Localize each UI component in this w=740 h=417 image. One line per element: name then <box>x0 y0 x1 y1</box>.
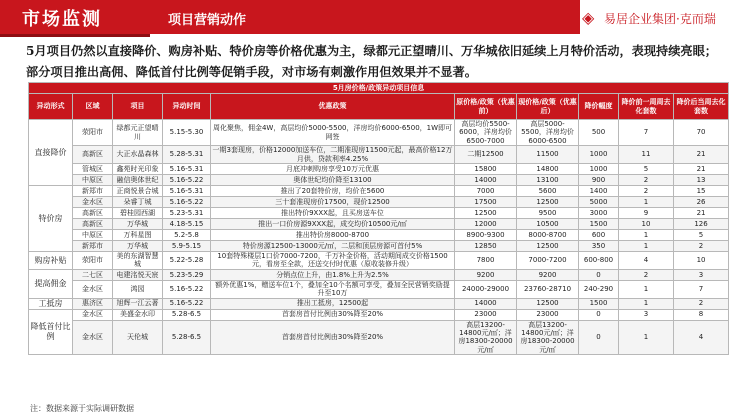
table-cell: 15 <box>674 185 729 196</box>
column-header: 区域 <box>73 94 113 120</box>
table-cell: 0 <box>579 320 619 355</box>
table-cell: 7 <box>619 120 674 146</box>
table-cell: 21 <box>674 207 729 218</box>
table-cell: 高层13200-14800元/㎡；洋房18300-20000元/㎡ <box>517 320 579 355</box>
table-cell: 600-800 <box>579 251 619 269</box>
table-cell: 2 <box>619 185 674 196</box>
category-cell: 购房补贴 <box>29 251 73 269</box>
table-cell: 正商悦景合城 <box>113 185 163 196</box>
table-cell: 5 <box>674 229 729 240</box>
table-cell: 2 <box>619 174 674 185</box>
table-cell: 10500 <box>517 218 579 229</box>
table-cell: 12000 <box>455 218 517 229</box>
table-cell: 5.23-5.31 <box>163 207 211 218</box>
table-cell: 二期12500 <box>455 146 517 164</box>
table-cell: 7000 <box>455 185 517 196</box>
table-cell: 高新区 <box>73 146 113 164</box>
table-cell: 11500 <box>517 146 579 164</box>
table-cell: 600 <box>579 229 619 240</box>
table-cell: 9200 <box>517 269 579 280</box>
table-cell: 21 <box>674 163 729 174</box>
table-cell: 三十套准现房价17500，现价12500 <box>211 196 455 207</box>
table-cell: 12850 <box>455 240 517 251</box>
table-cell: 10套特殊楼层1口价7000-7200，千万补金价格，活动期间成交价格1500元，看房至全款，还送交付时优惠（原收装修升级） <box>211 251 455 269</box>
table-cell: 1000 <box>579 146 619 164</box>
table-cell: 1 <box>619 280 674 298</box>
table-cell: 金水区 <box>73 320 113 355</box>
category-cell: 特价房 <box>29 185 73 251</box>
table-cell: 70 <box>674 120 729 146</box>
table-row <box>29 320 729 355</box>
table-cell: 0 <box>579 309 619 320</box>
table-row <box>29 280 729 298</box>
table-cell: 5.28-6.5 <box>163 309 211 320</box>
table-row <box>29 163 729 174</box>
table-cell: 大正水晶森林 <box>113 146 163 164</box>
table-body <box>29 120 729 355</box>
table-cell: 旭辉一江云著 <box>113 298 163 309</box>
table-cell: 1500 <box>579 298 619 309</box>
table-cell: 24000-29000 <box>455 280 517 298</box>
footnote: 注：数据来源于实际调研数据 <box>30 404 134 413</box>
table-row <box>29 309 729 320</box>
page-title: 市场监测 <box>22 9 102 30</box>
table-cell: 9 <box>619 207 674 218</box>
table-cell: 高层5000-5500，洋房均价6000-6500 <box>517 120 579 146</box>
table-cell: 17500 <box>455 196 517 207</box>
table-cell: 7 <box>674 280 729 298</box>
table-cell: 3 <box>674 269 729 280</box>
column-header: 项目 <box>113 94 163 120</box>
table-cell: 12500 <box>455 207 517 218</box>
table-cell: 5.15-5.30 <box>163 120 211 146</box>
table-cell: 1 <box>619 298 674 309</box>
table-cell: 7800 <box>455 251 517 269</box>
table-cell: 金水区 <box>73 280 113 298</box>
table-cell: 特价房源12500-13000元/㎡，二层和顶层房源可首付5% <box>211 240 455 251</box>
table-cell: 鑫苑时光印象 <box>113 163 163 174</box>
table-cell: 350 <box>579 240 619 251</box>
table-cell: 7000-7200 <box>517 251 579 269</box>
table-cell: 10 <box>619 218 674 229</box>
table-cell: 新郑市 <box>73 240 113 251</box>
table-row <box>29 251 729 269</box>
table-cell: 碧桂园西湖 <box>113 207 163 218</box>
category-cell: 工抵房 <box>29 298 73 309</box>
table-cell: 240-290 <box>579 280 619 298</box>
table-cell: 绿都元正望晴川 <box>113 120 163 146</box>
header-bar <box>0 0 740 34</box>
table-cell: 2 <box>674 240 729 251</box>
table-cell: 5.16-5.31 <box>163 163 211 174</box>
table-row <box>29 218 729 229</box>
table-cell: 5.2-5.8 <box>163 229 211 240</box>
table-cell: 5000 <box>579 196 619 207</box>
table-cell: 天伦城 <box>113 320 163 355</box>
table-cell: 4.18-5.15 <box>163 218 211 229</box>
table-cell: 1500 <box>579 218 619 229</box>
table-cell: 12500 <box>517 196 579 207</box>
table-cell: 11 <box>619 146 674 164</box>
table-cell: 中原区 <box>73 174 113 185</box>
table-cell: 1 <box>619 229 674 240</box>
table-cell: 月底冲刺购房享受10万元优惠 <box>211 163 455 174</box>
table-cell: 高层13200-14800元/㎡；洋房18300-20000元/㎡ <box>455 320 517 355</box>
table-cell: 23000 <box>517 309 579 320</box>
table-cell: 9200 <box>455 269 517 280</box>
table-cell: 金水区 <box>73 309 113 320</box>
table-cell: 周化聚焦，佣金4W，高层均价5000-5500，洋房均价6000-6500，1W即可网签 <box>211 120 455 146</box>
column-header: 异动形式 <box>29 94 73 120</box>
table-row <box>29 185 729 196</box>
table-cell: 中原区 <box>73 229 113 240</box>
table-cell: 鸿园 <box>113 280 163 298</box>
table-cell: 9500 <box>517 207 579 218</box>
table-cell: 1 <box>619 320 674 355</box>
company-logo <box>582 8 732 28</box>
category-cell: 提高佣金 <box>29 269 73 298</box>
table-row <box>29 240 729 251</box>
subtitle-bar <box>150 0 580 34</box>
table-cell: 900 <box>579 174 619 185</box>
title-shadow <box>0 34 150 37</box>
table-cell: 23000 <box>455 309 517 320</box>
table-cell: 5.22-5.28 <box>163 251 211 269</box>
table-cell: 融信奥体世纪 <box>113 174 163 185</box>
table-cell: 二七区 <box>73 269 113 280</box>
table-cell: 5.28-5.31 <box>163 146 211 164</box>
table-cell: 高层均价5500-6000，洋房均价6500-7000 <box>455 120 517 146</box>
table-cell: 高新区 <box>73 207 113 218</box>
table-cell: 126 <box>674 218 729 229</box>
table-cell: 美盛金水印 <box>113 309 163 320</box>
table-cell: 首套房首付比例由30%降至20% <box>211 320 455 355</box>
table-cell: 8000-8700 <box>517 229 579 240</box>
table-cell: 万华城 <box>113 218 163 229</box>
table-cell: 23760-28710 <box>517 280 579 298</box>
table-cell: 分销点位上升，由1.8%上升为2.5% <box>211 269 455 280</box>
table-cell: 推出了20套特价房，均价在5600 <box>211 185 455 196</box>
page-subtitle: 项目营销动作 <box>168 13 247 28</box>
table-cell: 13 <box>674 174 729 185</box>
table-cell: 0 <box>579 269 619 280</box>
table-cell: 14800 <box>517 163 579 174</box>
table-cell: 荥阳市 <box>73 251 113 269</box>
table-cell: 荥阳市 <box>73 120 113 146</box>
category-cell: 降低首付比例 <box>29 309 73 355</box>
logo-text: 易居企业集团·克而瑞 <box>604 12 716 26</box>
table-cell: 5.23-5.29 <box>163 269 211 280</box>
table-row <box>29 207 729 218</box>
table-cell: 4 <box>619 251 674 269</box>
table-cell: 奥体世纪均价降至13100 <box>211 174 455 185</box>
table-caption: 5月房价格/政策异动项目信息 <box>29 83 729 94</box>
table-cell: 高新区 <box>73 218 113 229</box>
column-header: 降价后当周去化套数 <box>674 94 729 120</box>
column-header: 现价格/政策（优惠后） <box>517 94 579 120</box>
table-cell: 3 <box>619 309 674 320</box>
table-row <box>29 120 729 146</box>
table-cell: 新郑市 <box>73 185 113 196</box>
page-title-box <box>0 0 150 34</box>
table-cell: 13100 <box>517 174 579 185</box>
price-policy-table <box>28 82 729 355</box>
table-cell: 3000 <box>579 207 619 218</box>
table-cell: 推出工抵房，12500起 <box>211 298 455 309</box>
table-cell: 4 <box>674 320 729 355</box>
table-cell: 5.16-5.22 <box>163 174 211 185</box>
table-cell: 5600 <box>517 185 579 196</box>
column-header: 异动时间 <box>163 94 211 120</box>
table-cell: 1 <box>619 196 674 207</box>
column-header: 原价格/政策（优惠前） <box>455 94 517 120</box>
table-cell: 5.9-5.15 <box>163 240 211 251</box>
table-cell: 12500 <box>517 240 579 251</box>
table-cell: 惠济区 <box>73 298 113 309</box>
table-cell: 一期3套现房，价格12000加送车位，二期准现房11500元起，最高价格12万月供，贷款利率4.25% <box>211 146 455 164</box>
table-cell: 1400 <box>579 185 619 196</box>
category-cell: 直接降价 <box>29 120 73 186</box>
table-cell: 电建洺悦天宸 <box>113 269 163 280</box>
table-row <box>29 196 729 207</box>
table-cell: 15800 <box>455 163 517 174</box>
table-cell: 8 <box>674 309 729 320</box>
summary-paragraph: 5月项目仍然以直接降价、购房补贴、特价房等价格优惠为主，绿都元正望晴川、万华城依旧延续上月特价活动，表现持续亮眼；部分项目推出高佣、降低首付比例等促销手段，对市场有刺激作用但效果并不显著。 <box>26 44 717 79</box>
table-cell: 推出一口价房源9XXX起，成交均价10500元/㎡ <box>211 218 455 229</box>
table-cell: 5.28-6.5 <box>163 320 211 355</box>
table-cell: 万华城 <box>113 240 163 251</box>
table-cell: 21 <box>674 146 729 164</box>
column-header: 优惠政策 <box>211 94 455 120</box>
table-cell: 14000 <box>455 174 517 185</box>
table-row <box>29 146 729 164</box>
table-cell: 2 <box>674 298 729 309</box>
table-cell: 1 <box>619 240 674 251</box>
table-cell: 推出特价房8000-8700 <box>211 229 455 240</box>
table-cell: 金水区 <box>73 196 113 207</box>
table-row <box>29 229 729 240</box>
column-header: 降价幅度 <box>579 94 619 120</box>
table-cell: 美的东湖智慧城 <box>113 251 163 269</box>
table-cell: 1000 <box>579 163 619 174</box>
table-cell: 26 <box>674 196 729 207</box>
table-cell: 额外优惠1%，赠送车位1个，叠加全10个名额可享受，叠加全民营销奖励提升至10万 <box>211 280 455 298</box>
table-row <box>29 269 729 280</box>
table-cell: 推出特价9XXX起，且买房送车位 <box>211 207 455 218</box>
table-cell: 首套房首付比例由30%降至20% <box>211 309 455 320</box>
table-cell: 管城区 <box>73 163 113 174</box>
table-cell: 5.16-5.22 <box>163 280 211 298</box>
table-cell: 5 <box>619 163 674 174</box>
table-cell: 14000 <box>455 298 517 309</box>
table-cell: 5.16-5.22 <box>163 298 211 309</box>
table-cell: 万科星图 <box>113 229 163 240</box>
easehome-logo-icon: ◈ <box>582 8 595 27</box>
table-cell: 12500 <box>517 298 579 309</box>
table-row <box>29 174 729 185</box>
table-cell: 10 <box>674 251 729 269</box>
table-cell: 2 <box>619 269 674 280</box>
column-header: 降价前一周周去化套数 <box>619 94 674 120</box>
table-cell: 5.16-5.31 <box>163 185 211 196</box>
table-cell: 朵睿丁城 <box>113 196 163 207</box>
table-cell: 500 <box>579 120 619 146</box>
table-cell: 5.16-5.22 <box>163 196 211 207</box>
table-container <box>28 82 728 355</box>
table-header-row <box>29 94 729 120</box>
table-row <box>29 298 729 309</box>
table-cell: 8900-9300 <box>455 229 517 240</box>
